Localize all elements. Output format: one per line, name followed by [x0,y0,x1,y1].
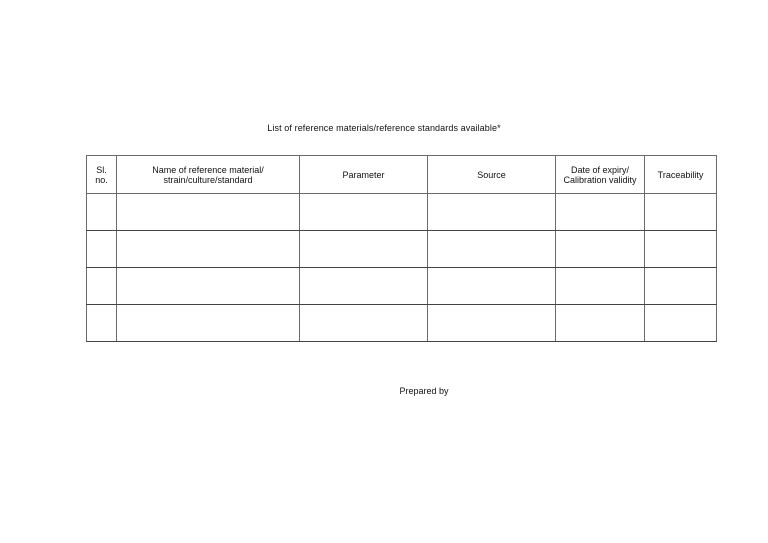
table-row [87,305,717,342]
prepared-by-label: Prepared by [399,386,449,396]
table-cell[interactable] [87,194,117,231]
header-sl-no: Sl. no. [87,156,117,194]
table-cell[interactable] [428,231,556,268]
table-cell[interactable] [117,194,300,231]
header-date-of-expiry: Date of expiry/ Calibration validity [556,156,645,194]
table-cell[interactable] [645,268,717,305]
table-row [87,231,717,268]
table-cell[interactable] [87,231,117,268]
table-cell[interactable] [428,268,556,305]
table-cell[interactable] [556,305,645,342]
header-source: Source [428,156,556,194]
table-row [87,268,717,305]
table-cell[interactable] [87,305,117,342]
table-cell[interactable] [117,231,300,268]
table-cell[interactable] [645,231,717,268]
table-header-row [87,156,717,194]
table-cell[interactable] [428,194,556,231]
table-cell[interactable] [556,194,645,231]
header-name-of-reference-material: Name of reference material/ strain/culture/standard [117,156,300,194]
table-cell[interactable] [645,194,717,231]
table-cell[interactable] [556,231,645,268]
table-cell[interactable] [117,305,300,342]
table-cell[interactable] [556,268,645,305]
table-cell[interactable] [428,305,556,342]
table-cell[interactable] [300,231,428,268]
header-parameter: Parameter [300,156,428,194]
table-cell[interactable] [300,305,428,342]
table-cell[interactable] [117,268,300,305]
table-cell[interactable] [87,268,117,305]
reference-materials-table [86,155,717,342]
table-cell[interactable] [300,268,428,305]
table-row [87,194,717,231]
table-cell[interactable] [645,305,717,342]
document-title: List of reference materials/reference standards available* [267,123,501,133]
header-traceability: Traceability [645,156,717,194]
table-cell[interactable] [300,194,428,231]
